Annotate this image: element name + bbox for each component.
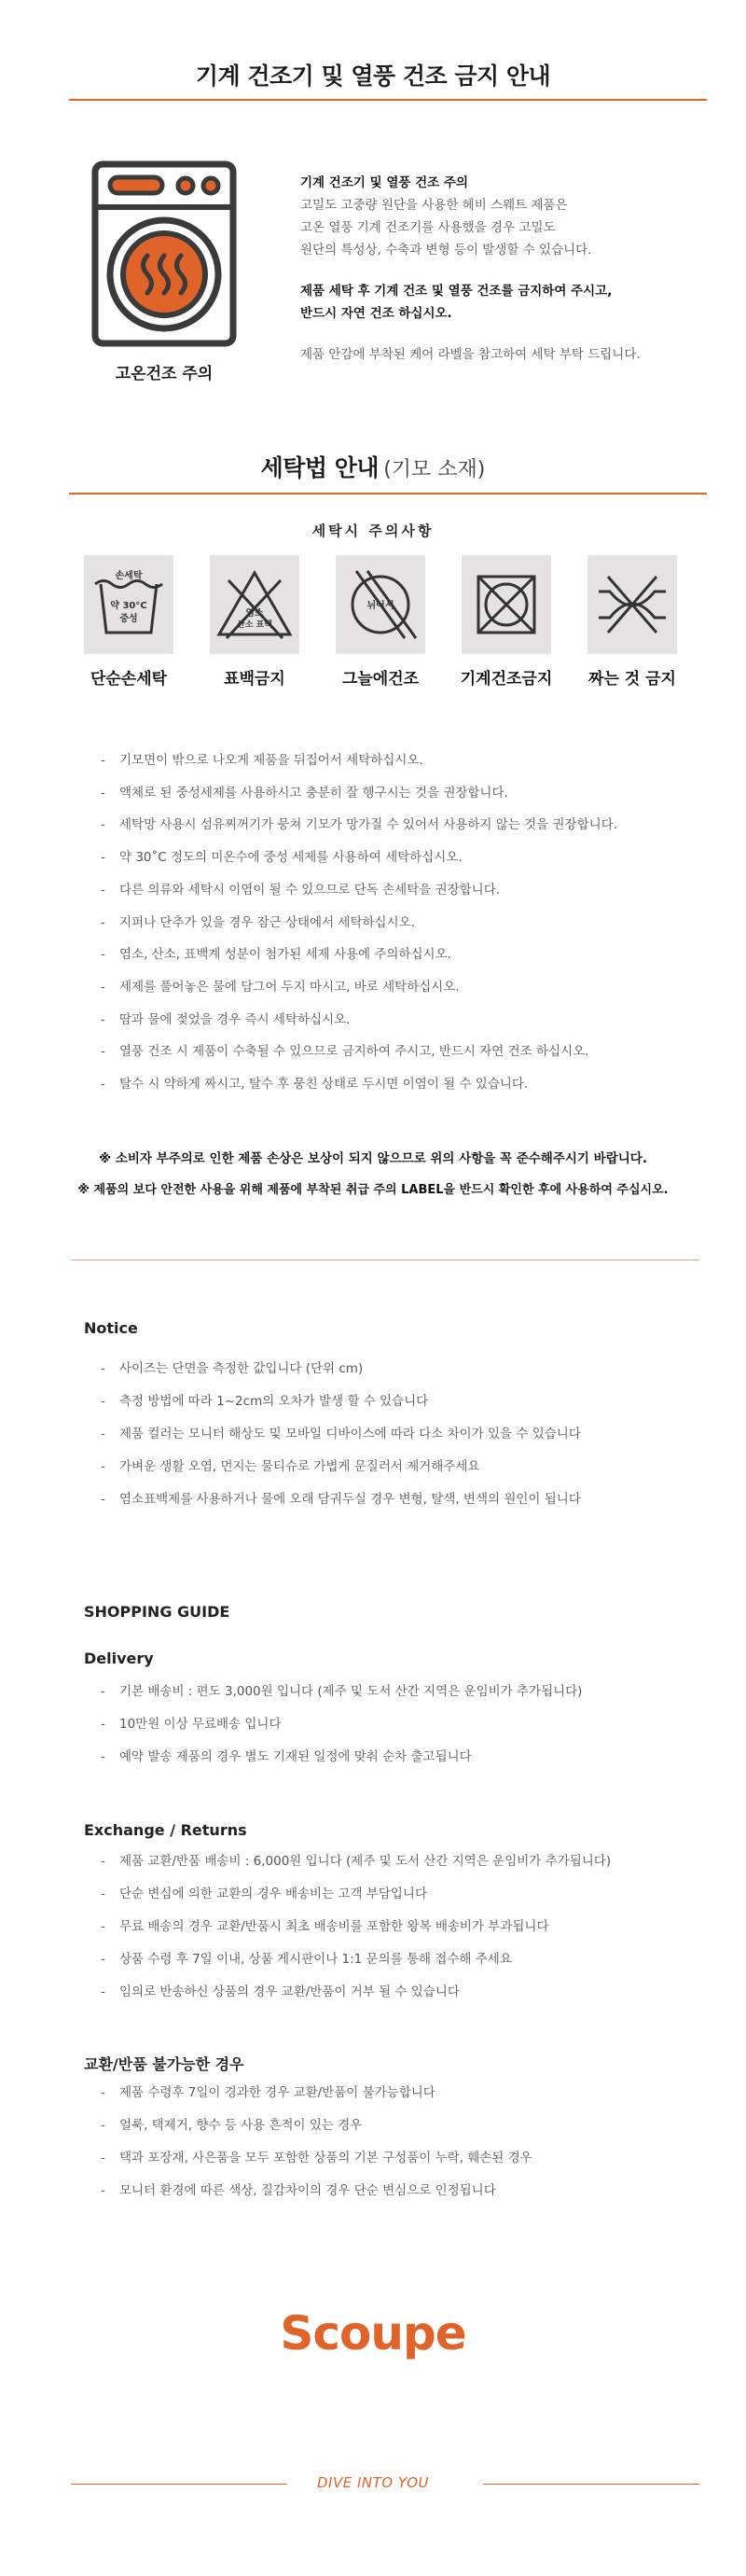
no-wring-icon: [587, 555, 677, 654]
dryer-notice: [91, 160, 688, 384]
list-item: - 액체로 된 중성세제를 사용하시고 충분히 잘 헹구시는 것을 권장합니다.: [101, 785, 508, 801]
list-item: - 제품 교환/반품 배송비 : 6,000원 입니다 (제주 및 도서 산간 지역은 운임비가 추가됩니다): [101, 1854, 612, 1869]
care-item-no-bleach: [208, 555, 301, 689]
not-allowed-list: [101, 2077, 532, 2207]
dryer-bold-line: 반드시 자연 건조 하십시오.: [300, 306, 452, 321]
shade-dry-icon-text: 뉘어서: [366, 601, 394, 611]
list-item: - 모니터 환경에 따른 색상, 질감차이의 경우 단순 변심으로 인정됩니다: [101, 2183, 496, 2198]
notice-title: Notice: [84, 1319, 138, 1337]
list-item: - 기본 배송비 : 편도 3,000원 입니다 (제주 및 도서 산간 지역은 운임비가 추가됩니다): [101, 1684, 583, 1699]
no-bleach-icon-bottom: 산소 표백: [237, 620, 272, 630]
no-bleach-icon-top: 염소: [245, 608, 264, 619]
hand-wash-icon-top: 손세탁: [115, 571, 143, 581]
delivery-list: [101, 1676, 582, 1774]
list-item: - 제품 컬러는 모니터 해상도 및 모바일 디바이스에 따라 다소 차이가 있을 수 있습니다: [101, 1427, 581, 1441]
brand-logo: Scoupe: [280, 2306, 466, 2360]
care-label: 기계건조금지: [460, 670, 553, 689]
care-heading: 세탁시 주의사항: [311, 522, 435, 539]
hand-wash-icon: [84, 555, 173, 654]
list-item: - 택과 포장재, 사은품을 모두 포함한 상품의 기본 구성품이 누락, 훼손된 경우: [101, 2151, 532, 2165]
warning-line: ※ 제품의 보다 안전한 사용을 위해 제품에 부착된 취급 주의 LABEL을 반드시 확인한 후에 사용하여 주십시오.: [77, 1183, 669, 1197]
list-item: - 제품 수령후 7일이 경과한 경우 교환/반품이 불가능합니다: [101, 2085, 435, 2100]
list-item: - 사이즈는 단면을 측정한 값입니다 (단위 cm): [101, 1361, 364, 1376]
list-item: - 약 30˚C 정도의 미온수에 중성 세제를 사용하여 세탁하십시오.: [101, 850, 463, 866]
list-item: - 무료 배송의 경우 교환/반품시 최초 배송비를 포함한 왕복 배송비가 부과됩니다: [101, 1919, 549, 1934]
shopping-guide-title: SHOPPING GUIDE: [84, 1603, 230, 1621]
dryer-note: 제품 안감에 부착된 케어 라벨을 참고하여 세탁 부탁 드립니다.: [300, 347, 641, 362]
dryer-caption: 고온건조 주의: [115, 365, 214, 383]
care-label: 단순손세탁: [90, 670, 168, 689]
list-item: - 상품 수령 후 7일 이내, 상품 게시판이나 1:1 문의를 통해 접수해 주세요: [101, 1952, 512, 1967]
delivery-title: Delivery: [84, 1650, 154, 1667]
list-item: - 임의로 반송하신 상품의 경우 교환/반품이 거부 될 수 있습니다: [101, 1984, 460, 1999]
footer-tagline: DIVE INTO YOU: [316, 2474, 430, 2491]
dryer-body-line: 고밀도 고중량 원단을 사용한 헤비 스웨트 제품은: [300, 198, 568, 213]
care-item-no-wring: [586, 555, 679, 689]
list-item: - 탈수 시 약하게 짜시고, 탈수 후 뭉친 상태로 두시면 이염이 될 수 있습니다.: [101, 1077, 529, 1093]
list-item: - 단순 변심에 의한 교환의 경우 배송비는 고객 부담입니다: [101, 1887, 427, 1901]
list-item: - 다른 의류와 세탁시 이염이 될 수 있으므로 단독 손세탁을 권장합니다.: [101, 882, 501, 898]
list-item: - 예약 발송 제품의 경우 별도 기재된 일정에 맞춰 순차 출고됩니다: [101, 1749, 472, 1764]
list-item: - 얼룩, 택제거, 향수 등 사용 흔적이 있는 경우: [101, 2118, 363, 2133]
list-item: - 세제를 풀어놓은 물에 담그어 두지 마시고, 바로 세탁하십시오.: [101, 979, 460, 995]
exchange-list: [101, 1845, 611, 2009]
care-item-shade-dry: [334, 555, 427, 689]
washing-machine-icon: [91, 160, 237, 351]
warning-line: ※ 소비자 부주의로 인한 제품 손상은 보상이 되지 않으므로 위의 사항을 꼭 준수해주시기 바랍니다.: [99, 1151, 647, 1166]
footer-line-right: [483, 2484, 699, 2485]
shade-dry-icon: [336, 555, 425, 654]
not-allowed-title: 교환/반품 불가능한 경우: [84, 2055, 244, 2073]
dryer-body-line: 고온 열풍 기계 건조기를 사용했을 경우 고밀도: [300, 220, 556, 235]
list-item: - 10만원 이상 무료배송 입니다: [101, 1717, 282, 1732]
care-item-no-tumble-dry: [460, 555, 553, 689]
notice-list: [101, 1353, 581, 1516]
dryer-bold-line: 제품 세탁 후 기계 건조 및 열풍 건조를 금지하여 주시고,: [300, 284, 613, 299]
title-underline: [69, 99, 707, 101]
care-icon-row: [82, 555, 679, 689]
care-item-hand-wash: [82, 555, 175, 689]
list-item: - 염소표백제를 사용하거나 물에 오래 담궈두실 경우 변형, 탈색, 변색의 원인이 됩니다: [101, 1492, 581, 1507]
list-item: - 기모면이 밖으로 나오게 제품을 뒤집어서 세탁하십시오.: [101, 753, 423, 768]
dryer-heading: 기계 건조기 및 열풍 건조 주의: [300, 175, 468, 190]
list-item: - 지퍼나 단추가 있을 경우 잠근 상태에서 세탁하십시오.: [101, 914, 415, 930]
list-item: - 세탁망 사용시 섬유찌꺼기가 뭉쳐 기모가 망가질 수 있어서 사용하지 않는 것을 권장합니다.: [101, 817, 618, 833]
svg-text:중성: 중성: [119, 614, 138, 624]
wash-guide-heading: 세탁법 안내: [260, 454, 380, 481]
wash-guide-title: [0, 450, 746, 483]
dryer-body-line: 원단의 특성상, 수축과 변형 등이 발생할 수 있습니다.: [300, 243, 592, 258]
list-item: - 측정 방법에 따라 1~2cm의 오차가 발생 할 수 있습니다: [101, 1394, 429, 1409]
wash-instructions: [101, 745, 617, 1101]
page-title: 기계 건조기 및 열풍 건조 금지 안내: [195, 63, 551, 90]
svg-text:약 30°C: 약 30°C: [110, 601, 147, 611]
wash-guide-underline: [69, 493, 707, 494]
exchange-title: Exchange / Returns: [84, 1821, 247, 1839]
no-bleach-icon: [210, 555, 299, 654]
list-item: - 염소, 산소, 표백계 성분이 첨가된 세제 사용에 주의하십시오.: [101, 947, 451, 963]
no-tumble-dry-icon: [462, 555, 551, 654]
care-label: 그늘에건조: [341, 670, 420, 689]
care-label: 짜는 것 금지: [588, 670, 676, 689]
wash-guide-subtitle: (기모 소재): [383, 458, 486, 481]
list-item: - 열풍 건조 시 제품이 수축될 수 있으므로 금지하여 주시고, 반드시 자연 건조 하십시오.: [101, 1044, 589, 1060]
dryer-text: [300, 172, 692, 366]
care-label: 표백금지: [224, 670, 285, 689]
list-item: - 가벼운 생활 오염, 먼지는 물티슈로 가볍게 문질러서 제거해주세요: [101, 1459, 480, 1474]
list-item: - 땀과 물에 젖었을 경우 즉시 세탁하십시오.: [101, 1011, 351, 1027]
header: [0, 58, 746, 91]
